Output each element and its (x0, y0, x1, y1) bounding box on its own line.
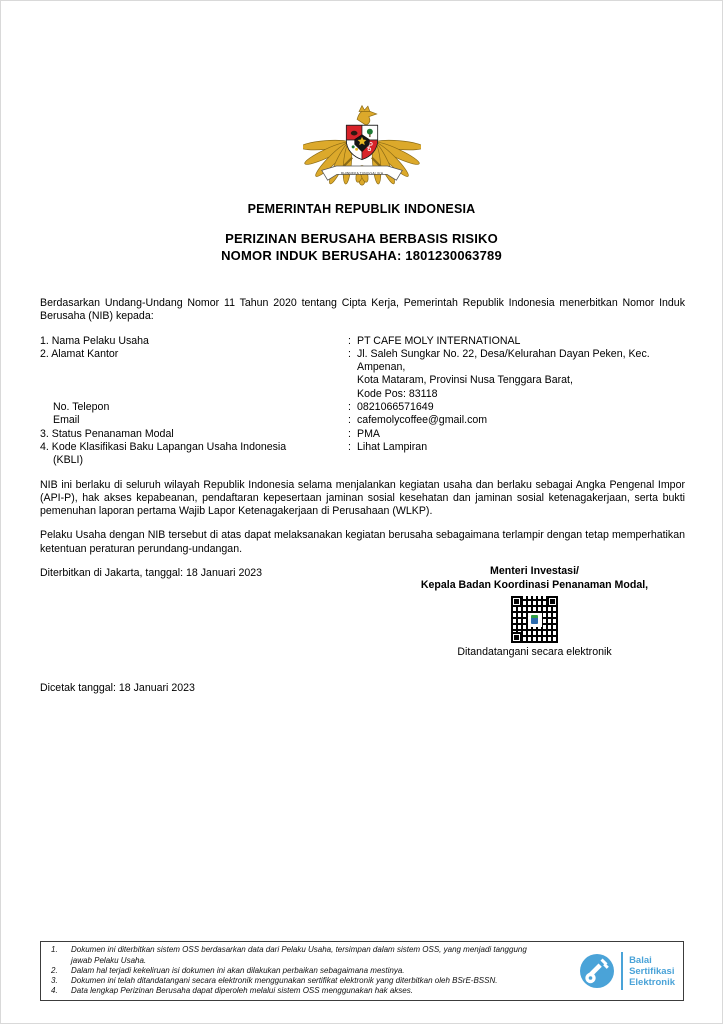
bsre-text-line: Balai (629, 954, 652, 966)
signer-title-line2: Kepala Badan Koordinasi Penanaman Modal, (420, 578, 649, 591)
note-text: Dokumen ini diterbitkan sistem OSS berdasarkan data dari Pelaku Usaha, tersimpan dalam sistem OSS, yang menjadi tanggung jawab Pelaku Usaha. (71, 945, 527, 965)
detail-row-status-penanaman-modal (40, 428, 685, 441)
signer-title-line1: Menteri Investasi/ (490, 565, 579, 577)
qr-center-logo-icon (528, 613, 542, 627)
note-number: 2. (51, 965, 58, 975)
detail-colon: : (348, 347, 351, 360)
detail-value (357, 401, 685, 414)
detail-value-line: PMA (357, 427, 380, 440)
electronic-signature-note: Ditandatangani secara elektronik (457, 646, 612, 658)
note-number: 4. (51, 986, 58, 996)
detail-value-line: PT CAFE MOLY INTERNATIONAL (357, 334, 521, 347)
detail-row-nama-pelaku-usaha (40, 335, 685, 348)
bsre-logo (549, 952, 675, 990)
detail-row-kbli (40, 441, 685, 468)
footer-notes-box (40, 941, 684, 1001)
detail-value (357, 348, 685, 401)
detail-colon: : (348, 401, 351, 414)
qr-finder-icon (547, 596, 558, 607)
detail-label: No. Telepon (53, 401, 110, 414)
detail-label: 3. Status Penanaman Modal (40, 427, 174, 440)
detail-label-line: 4. Kode Klasifikasi Baku Lapangan Usaha Indonesia (40, 440, 287, 453)
footer-note (51, 966, 549, 976)
detail-row-no-telepon (40, 401, 685, 414)
detail-colon: : (348, 414, 351, 427)
bsre-text-line: Elektronik (629, 976, 675, 988)
note-text: Dokumen ini telah ditandatangani secara elektronik menggunakan sertifikat elektronik yang diterbitkan oleh BSrE-BSSN. (71, 976, 498, 986)
detail-colon: : (348, 427, 351, 440)
signature-block (392, 565, 677, 660)
usage-paragraph: Pelaku Usaha dengan NIB tersebut di atas dapat melaksanakan kegiatan berusaha sebagaimana terlampir dengan tetap memperhatikan ketentuan peraturan perundang-undangan. (40, 529, 685, 555)
detail-value (357, 335, 685, 348)
note-number: 1. (51, 945, 58, 955)
bsre-key-icon (579, 953, 615, 989)
emblem-motto: BHINNEKA TUNGGAL IKA (340, 171, 383, 176)
footer-note (51, 976, 549, 986)
qr-code (511, 596, 558, 643)
bsre-logo-text (629, 955, 675, 988)
detail-label: Email (53, 414, 80, 427)
note-text: Dalam hal terjadi kekeliruan isi dokumen ini akan dilakukan perbaikan sebagaimana mestinya. (71, 965, 405, 975)
detail-value-line: Jl. Saleh Sungkar No. 22, Desa/Kelurahan Dayan Peken, Kec. Ampenan, (357, 347, 650, 374)
detail-label: 1. Nama Pelaku Usaha (40, 334, 149, 347)
business-details (40, 335, 685, 468)
printed-date: Dicetak tanggal: 18 Januari 2023 (40, 682, 195, 694)
document-title (0, 231, 723, 264)
bsre-text-line: Sertifikasi (629, 965, 675, 977)
issued-line: Diterbitkan di Jakarta, tanggal: 18 Januari 2023 (40, 567, 263, 580)
detail-label (40, 441, 348, 468)
bsre-logo-divider (621, 952, 623, 990)
detail-row-alamat-kantor (40, 348, 685, 401)
detail-value (357, 428, 685, 441)
document-title-line1: PERIZINAN BERUSAHA BERBASIS RISIKO (225, 231, 498, 246)
footer-note (51, 945, 549, 966)
detail-value-line: Kota Mataram, Provinsi Nusa Tenggara Barat, (357, 374, 573, 387)
detail-value-line: Kode Pos: 83118 (357, 387, 438, 400)
detail-row-email (40, 414, 685, 427)
detail-colon: : (348, 440, 351, 453)
government-title: PEMERINTAH REPUBLIK INDONESIA (247, 202, 476, 216)
footer-note (51, 986, 549, 996)
garuda-pancasila-emblem (303, 86, 421, 197)
document-body (40, 297, 685, 580)
qr-finder-icon (511, 632, 522, 643)
detail-label: 2. Alamat Kantor (40, 347, 119, 360)
note-text: Data lengkap Perizinan Berusaha dapat diperoleh melalui sistem OSS menggunakan hak akses. (71, 986, 413, 996)
detail-value-line: cafemolycoffee@gmail.com (357, 414, 488, 427)
detail-colon: : (348, 334, 351, 347)
detail-label-line: (KBLI) (53, 454, 84, 467)
note-number: 3. (51, 976, 58, 986)
detail-value-line: 0821066571649 (357, 401, 434, 414)
detail-value-line: Lihat Lampiran (357, 440, 428, 453)
detail-value (357, 441, 685, 454)
intro-paragraph: Berdasarkan Undang-Undang Nomor 11 Tahun 2020 tentang Cipta Kerja, Pemerintah Republik Indonesia menerbitkan Nomor Induk Berusaha (NIB) kepada: (40, 297, 685, 323)
validity-paragraph: NIB ini berlaku di seluruh wilayah Republik Indonesia selama menjalankan kegiatan usaha dan berlaku sebagai Angka Pengenal Impor (API-P), hak akses kepabeanan, pendaftaran kepesertaan jaminan sosial kesehatan dan jaminan sosial ketenagakerjaan, serta bukti pemenuhan laporan pertama Wajib Lapor Ketenagakerjaan di Perusahaan (WLKP). (40, 478, 685, 518)
footer-notes-list (51, 945, 549, 996)
qr-finder-icon (511, 596, 522, 607)
document-number: NOMOR INDUK BERUSAHA: 1801230063789 (221, 247, 502, 263)
garuda-icon (303, 86, 421, 192)
detail-value (357, 414, 685, 427)
